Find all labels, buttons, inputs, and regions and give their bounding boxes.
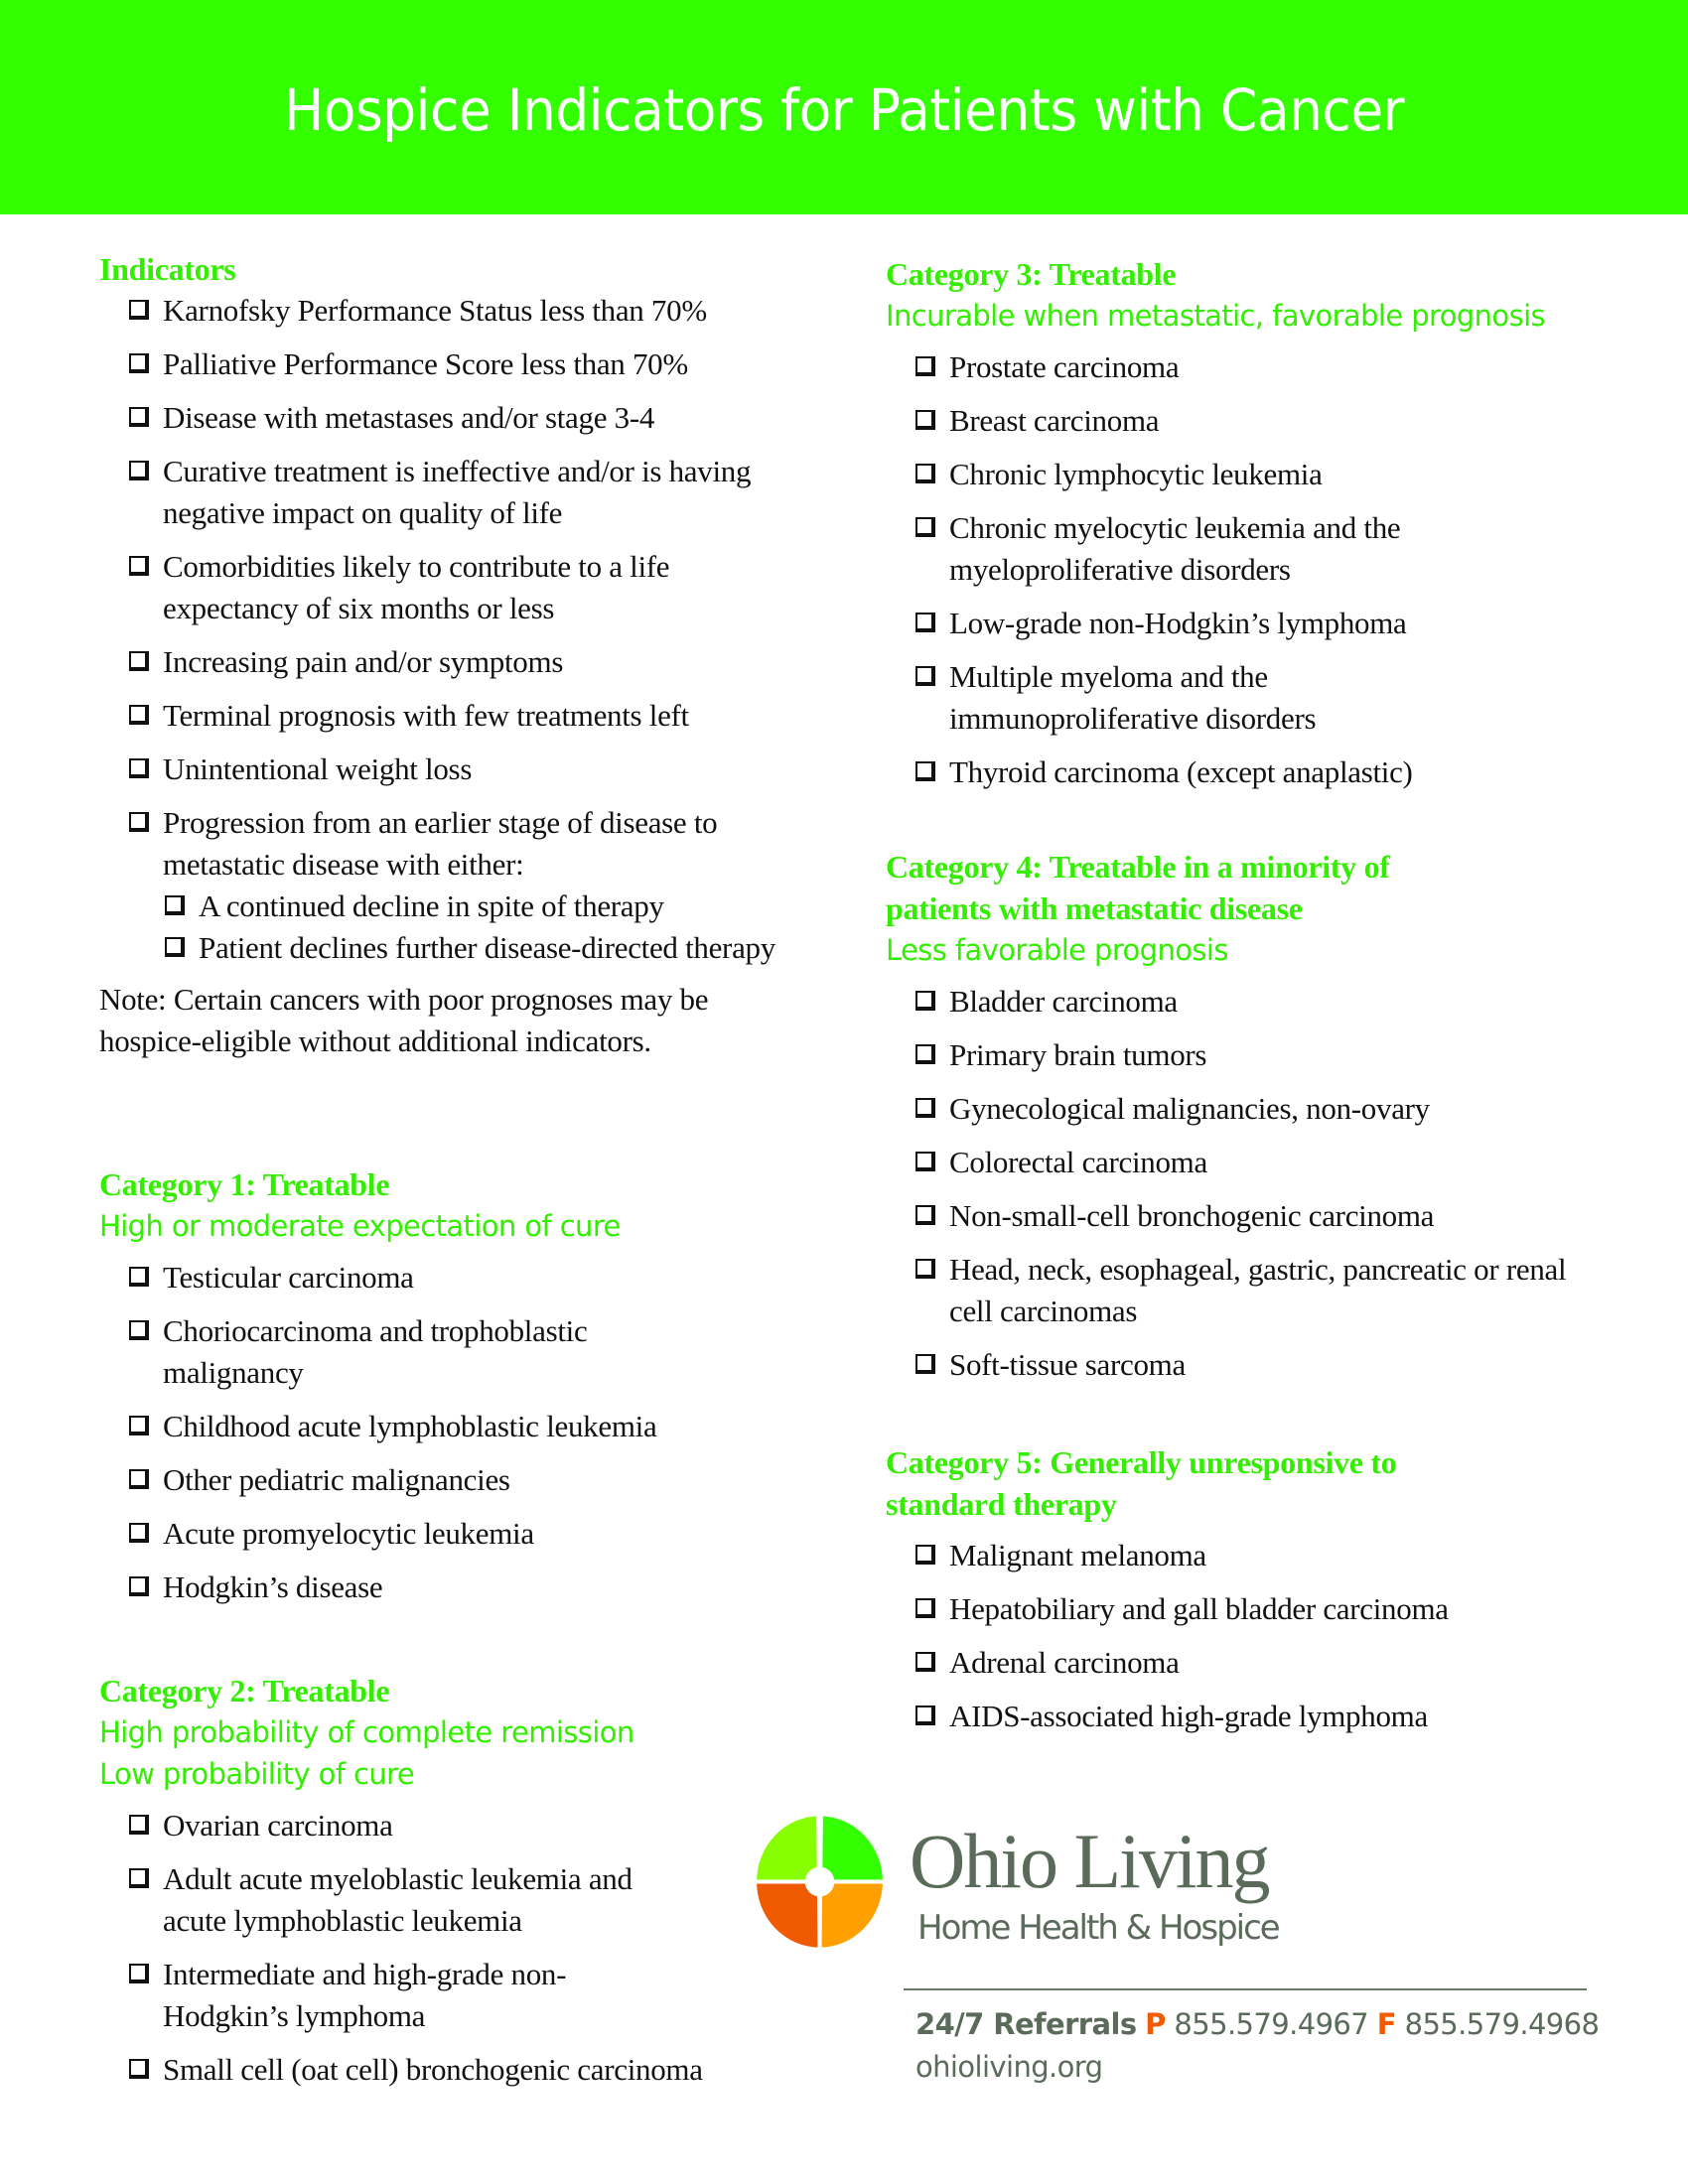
checklist-item[interactable]: Multiple myeloma and the immunoproliferative disorders bbox=[914, 656, 1430, 740]
checklist-item[interactable]: Intermediate and high-grade non-Hodgkin’s lymphoma bbox=[127, 1954, 604, 2037]
checkbox-icon[interactable] bbox=[165, 895, 185, 915]
checklist-item[interactable]: Childhood acute lymphoblastic leukemia bbox=[127, 1406, 834, 1447]
page-title: Hospice Indicators for Patients with Cancer bbox=[283, 76, 1405, 144]
phone-label: P bbox=[1145, 2007, 1166, 2041]
indicators-note: Note: Certain cancers with poor prognoses may be hospice-eligible without additional indicators. bbox=[99, 982, 709, 1058]
checklist-item[interactable]: Non-small-cell bronchogenic carcinoma bbox=[914, 1195, 1620, 1237]
checkbox-icon[interactable] bbox=[129, 758, 149, 778]
checkbox-icon[interactable] bbox=[915, 1098, 935, 1118]
checkbox-icon[interactable] bbox=[129, 2059, 149, 2079]
category2-list bbox=[99, 1805, 834, 2091]
checkbox-icon[interactable] bbox=[129, 1523, 149, 1543]
category4-subheading: Less favorable prognosis bbox=[886, 933, 1228, 967]
checkbox-icon[interactable] bbox=[129, 461, 149, 480]
checklist-item[interactable]: Terminal prognosis with few treatments left bbox=[127, 695, 834, 737]
referrals-label: 24/7 Referrals bbox=[915, 2007, 1137, 2041]
checklist-item[interactable]: Progression from an earlier stage of disease to metastatic disease with either: bbox=[127, 802, 802, 886]
checklist-item[interactable]: Palliative Performance Score less than 70% bbox=[127, 343, 834, 385]
category1-section bbox=[99, 1163, 834, 1620]
checkbox-icon[interactable] bbox=[165, 937, 185, 957]
checklist-item[interactable]: Disease with metastases and/or stage 3-4 bbox=[127, 397, 834, 439]
website-link[interactable]: ohioliving.org bbox=[915, 2050, 1103, 2084]
checkbox-icon[interactable] bbox=[129, 651, 149, 671]
checkbox-icon[interactable] bbox=[915, 1152, 935, 1171]
category2-subheading: High probability of complete remission bbox=[99, 1715, 634, 1749]
checklist-item[interactable]: Acute promyelocytic leukemia bbox=[127, 1513, 834, 1555]
checkbox-icon[interactable] bbox=[129, 556, 149, 576]
phone-number[interactable]: 855.579.4967 bbox=[1174, 2007, 1369, 2041]
checklist-item[interactable]: Colorectal carcinoma bbox=[914, 1142, 1620, 1183]
checklist-item[interactable]: Low-grade non-Hodgkin’s lymphoma bbox=[914, 603, 1620, 644]
category2-section bbox=[99, 1670, 834, 2103]
checkbox-icon[interactable] bbox=[915, 991, 935, 1011]
checklist-item[interactable]: Breast carcinoma bbox=[914, 400, 1620, 442]
checklist-item[interactable]: Thyroid carcinoma (except anaplastic) bbox=[914, 751, 1620, 793]
checkbox-icon[interactable] bbox=[915, 1354, 935, 1374]
category2-subheading: Low probability of cure bbox=[99, 1757, 415, 1791]
checkbox-icon[interactable] bbox=[915, 517, 935, 537]
checkbox-icon[interactable] bbox=[129, 1815, 149, 1835]
fax-number: 855.579.4968 bbox=[1404, 2007, 1600, 2041]
checklist-item[interactable]: Comorbidities likely to contribute to a life expectancy of six months or less bbox=[127, 546, 782, 629]
checklist-item[interactable]: Increasing pain and/or symptoms bbox=[127, 641, 834, 683]
checkbox-icon[interactable] bbox=[915, 410, 935, 430]
checklist-subitem[interactable]: A continued decline in spite of therapy bbox=[163, 886, 834, 927]
checklist-item[interactable]: Adrenal carcinoma bbox=[914, 1642, 1620, 1684]
checkbox-icon[interactable] bbox=[129, 705, 149, 725]
checkbox-icon[interactable] bbox=[915, 666, 935, 686]
checklist-item[interactable]: Gynecological malignancies, non-ovary bbox=[914, 1088, 1620, 1130]
checklist-item[interactable]: Chronic myelocytic leukemia and the myeloproliferative disorders bbox=[914, 507, 1509, 591]
category3-section bbox=[886, 253, 1620, 805]
checklist-item[interactable]: Adult acute myeloblastic leukemia and acute lymphoblastic leukemia bbox=[127, 1858, 683, 1942]
checkbox-icon[interactable] bbox=[129, 1416, 149, 1435]
category4-section bbox=[886, 846, 1620, 1398]
referral-contact bbox=[915, 2007, 1599, 2041]
checkbox-icon[interactable] bbox=[129, 1868, 149, 1888]
category5-list bbox=[886, 1535, 1620, 1737]
checklist-item[interactable]: Prostate carcinoma bbox=[914, 346, 1620, 388]
checkbox-icon[interactable] bbox=[915, 464, 935, 483]
checklist-subitem[interactable]: Patient declines further disease-directed therapy bbox=[163, 927, 778, 969]
checkbox-icon[interactable] bbox=[129, 1469, 149, 1489]
checklist-item[interactable]: Bladder carcinoma bbox=[914, 981, 1620, 1023]
indicators-section bbox=[99, 248, 834, 1062]
category3-subheading: Incurable when metastatic, favorable prognosis bbox=[886, 299, 1546, 333]
category1-heading: Category 1: Treatable bbox=[99, 1166, 390, 1202]
checklist-item[interactable]: Head, neck, esophageal, gastric, pancreatic or renal cell carcinomas bbox=[914, 1249, 1599, 1332]
category2-heading: Category 2: Treatable bbox=[99, 1673, 390, 1708]
category4-heading: Category 4: Treatable in a minority of patients with metastatic disease bbox=[886, 849, 1390, 926]
checklist-item[interactable]: Unintentional weight loss bbox=[127, 749, 834, 790]
checkbox-icon[interactable] bbox=[915, 1545, 935, 1565]
checkbox-icon[interactable] bbox=[915, 1652, 935, 1672]
brand-subtitle: Home Health & Hospice bbox=[917, 1908, 1279, 1948]
checkbox-icon[interactable] bbox=[915, 1598, 935, 1618]
checklist-item[interactable]: Curative treatment is ineffective and/or is having negative impact on quality of life bbox=[127, 451, 782, 534]
indicators-list bbox=[99, 290, 834, 969]
checkbox-icon[interactable] bbox=[915, 1259, 935, 1279]
checkbox-icon[interactable] bbox=[129, 812, 149, 832]
checklist-item[interactable]: Soft-tissue sarcoma bbox=[914, 1344, 1620, 1386]
checkbox-icon[interactable] bbox=[129, 407, 149, 427]
checkbox-icon[interactable] bbox=[129, 1964, 149, 1983]
category5-section bbox=[886, 1441, 1620, 1749]
checklist-item[interactable]: Choriocarcinoma and trophoblastic malignancy bbox=[127, 1310, 703, 1394]
checkbox-icon[interactable] bbox=[915, 761, 935, 781]
checklist-item[interactable]: Hepatobiliary and gall bladder carcinoma bbox=[914, 1588, 1620, 1630]
checkbox-icon[interactable] bbox=[915, 613, 935, 632]
checklist-item[interactable]: Ovarian carcinoma bbox=[127, 1805, 834, 1846]
category3-list bbox=[886, 346, 1620, 793]
footer-divider bbox=[904, 1988, 1587, 1990]
checklist-item[interactable]: Small cell (oat cell) bronchogenic carcinoma bbox=[127, 2049, 842, 2091]
header-banner bbox=[0, 0, 1688, 214]
checklist-item[interactable]: Testicular carcinoma bbox=[127, 1257, 834, 1298]
category5-heading: Category 5: Generally unresponsive to standard therapy bbox=[886, 1444, 1397, 1522]
checklist-item[interactable]: Other pediatric malignancies bbox=[127, 1459, 834, 1501]
checklist-item[interactable]: AIDS-associated high-grade lymphoma bbox=[914, 1696, 1620, 1737]
checklist-item[interactable]: Karnofsky Performance Status less than 70% bbox=[127, 290, 834, 332]
category1-subheading: High or moderate expectation of cure bbox=[99, 1209, 621, 1243]
category3-heading: Category 3: Treatable bbox=[886, 256, 1177, 292]
checklist-item[interactable]: Hodgkin’s disease bbox=[127, 1567, 834, 1608]
fax-label: F bbox=[1376, 2007, 1396, 2041]
checkbox-icon[interactable] bbox=[915, 1706, 935, 1725]
category1-list bbox=[99, 1257, 834, 1608]
checklist-item[interactable]: Chronic lymphocytic leukemia bbox=[914, 454, 1620, 495]
category4-list bbox=[886, 981, 1620, 1386]
checkbox-icon[interactable] bbox=[129, 1576, 149, 1596]
checkbox-icon[interactable] bbox=[129, 300, 149, 320]
checklist-item[interactable]: Malignant melanoma bbox=[914, 1535, 1620, 1576]
checkbox-icon[interactable] bbox=[129, 353, 149, 373]
checkbox-icon[interactable] bbox=[129, 1320, 149, 1340]
indicators-heading: Indicators bbox=[99, 251, 236, 287]
ohio-living-logo-icon bbox=[753, 1815, 887, 1949]
checkbox-icon[interactable] bbox=[915, 1205, 935, 1225]
checkbox-icon[interactable] bbox=[129, 1267, 149, 1287]
checklist-item[interactable]: Primary brain tumors bbox=[914, 1034, 1620, 1076]
checkbox-icon[interactable] bbox=[915, 356, 935, 376]
brand-name: Ohio Living bbox=[910, 1818, 1269, 1904]
checkbox-icon[interactable] bbox=[915, 1044, 935, 1064]
